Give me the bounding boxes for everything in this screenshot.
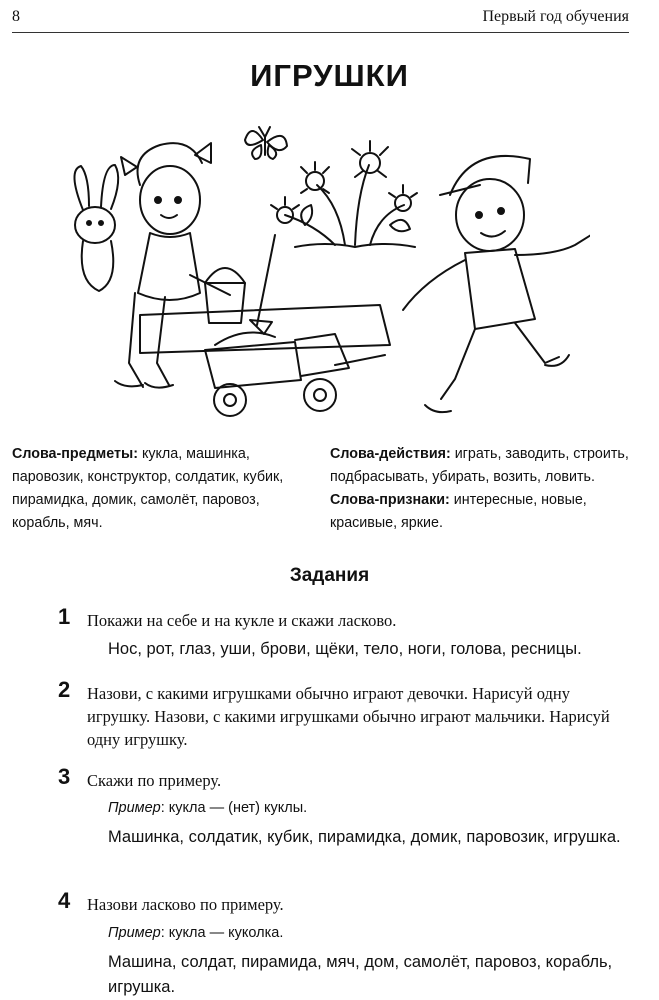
boy-drawing <box>403 156 590 412</box>
task-instruction: Назови ласково по примеру. <box>87 895 284 914</box>
vocab-nouns-text: кукла, машинка, паровозик, конструктор, солдатик, кубик, пирамидка, домик, самолёт, паровоз, корабль, мяч. <box>12 446 284 531</box>
vocab-verbs-text: играть, заводить, строить, подбрасывать, убирать, возить, ловить. <box>330 446 629 485</box>
task-example <box>108 800 628 816</box>
vocab-adjectives-text: интересные, новые, красивые, яркие. <box>330 492 587 531</box>
task-instruction: Назови, с какими игрушками обычно играют девочки. Нарисуй одну игрушку. Назови, с какими игрушками обычно играют мальчики. Нарисуй одну игрушку. <box>87 684 610 749</box>
tasks-heading: Задания <box>289 565 370 586</box>
vocab-verbs <box>330 443 630 489</box>
task-example-text: : кукла — (нет) куклы. <box>160 800 308 816</box>
task-number: 1 <box>58 604 71 629</box>
page-title: ИГРУШКИ <box>250 58 409 93</box>
task-number: 3 <box>58 764 71 789</box>
task-example-label: Пример <box>108 925 161 941</box>
task-words: Машина, солдат, пирамида, мяч, дом, самолёт, паровоз, корабль, игрушка. <box>108 953 613 996</box>
vocab-nouns-label: Слова-предметы: <box>12 446 138 462</box>
task-instruction: Покажи на себе и на кукле и скажи ласково. <box>87 611 397 630</box>
vocab-nouns <box>12 443 312 535</box>
flowers-drawing <box>271 141 417 247</box>
vocab-adjectives-label: Слова-признаки: <box>330 492 450 508</box>
task-words: Машинка, солдатик, кубик, пирамидка, домик, паровозик, игрушка. <box>108 828 621 846</box>
toys-illustration <box>45 115 590 435</box>
task-number: 4 <box>58 888 71 913</box>
vocab-verbs-label: Слова-действия: <box>330 446 451 462</box>
task-example-label: Пример <box>108 800 161 816</box>
running-title: Первый год обучения <box>482 8 629 25</box>
task-example <box>108 925 628 941</box>
task-number: 2 <box>58 677 71 702</box>
page-number: 8 <box>12 8 20 25</box>
sandbox-drawing <box>140 235 390 353</box>
task-instruction: Скажи по примеру. <box>87 771 222 790</box>
task-example-text: : кукла — куколка. <box>160 925 284 941</box>
task-words: Нос, рот, глаз, уши, брови, щёки, тело, ноги, голова, ресницы. <box>108 640 582 658</box>
page-header <box>12 6 629 33</box>
vocab-verbs-adjectives <box>330 443 630 535</box>
butterfly-drawing <box>245 127 287 159</box>
vocab-adjectives <box>330 489 630 535</box>
